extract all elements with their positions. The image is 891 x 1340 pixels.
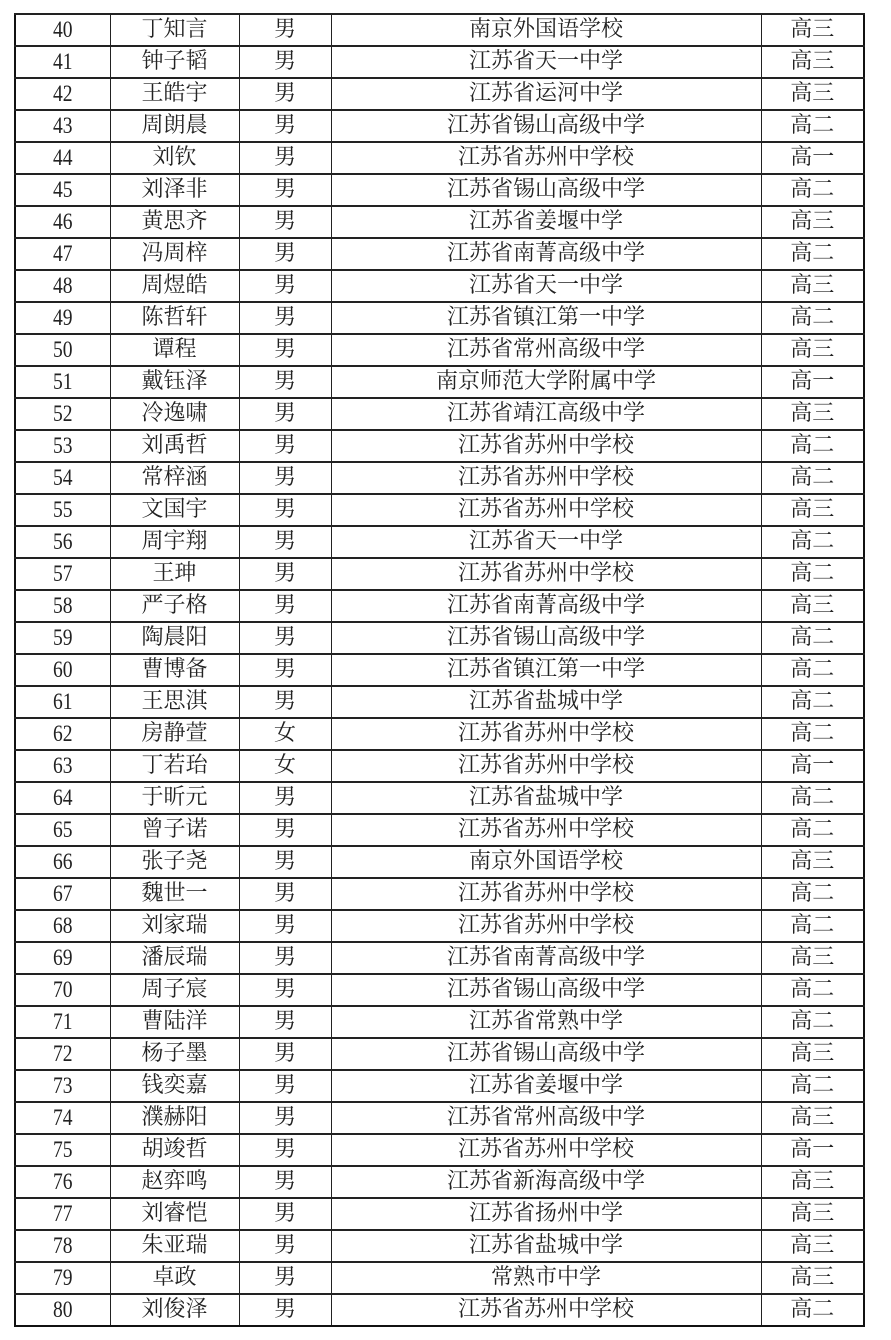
student-name-cell: 刘睿恺 bbox=[110, 1198, 239, 1230]
school-cell: 江苏省锡山高级中学 bbox=[331, 110, 761, 142]
school-cell: 江苏省南菁高级中学 bbox=[331, 238, 761, 270]
school-cell: 南京师范大学附属中学 bbox=[331, 366, 761, 398]
student-name-cell: 刘禹哲 bbox=[110, 430, 239, 462]
row-number-cell: 41 bbox=[22, 46, 103, 78]
grade-cell: 高三 bbox=[761, 846, 864, 878]
gender-cell: 男 bbox=[239, 430, 331, 462]
table-row bbox=[15, 942, 864, 974]
table-row bbox=[15, 1230, 864, 1262]
school-cell: 江苏省盐城中学 bbox=[331, 1230, 761, 1262]
student-name-cell: 刘家瑞 bbox=[110, 910, 239, 942]
student-name-cell: 朱亚瑞 bbox=[110, 1230, 239, 1262]
table-row bbox=[15, 1038, 864, 1070]
gender-cell: 男 bbox=[239, 654, 331, 686]
row-number-cell: 44 bbox=[22, 142, 103, 174]
student-name-cell: 文国宇 bbox=[110, 494, 239, 526]
table-row bbox=[15, 334, 864, 366]
student-name-cell: 杨子墨 bbox=[110, 1038, 239, 1070]
school-cell: 江苏省锡山高级中学 bbox=[331, 974, 761, 1006]
gender-cell: 男 bbox=[239, 1134, 331, 1166]
student-name-cell: 钟子韬 bbox=[110, 46, 239, 78]
student-name-cell: 谭程 bbox=[110, 334, 239, 366]
grade-cell: 高三 bbox=[761, 494, 864, 526]
gender-cell: 男 bbox=[239, 1166, 331, 1198]
grade-cell: 高三 bbox=[761, 334, 864, 366]
grade-cell: 高二 bbox=[761, 974, 864, 1006]
grade-cell: 高三 bbox=[761, 14, 864, 46]
grade-cell: 高三 bbox=[761, 1262, 864, 1294]
student-name-cell: 冯周梓 bbox=[110, 238, 239, 270]
gender-cell: 男 bbox=[239, 1006, 331, 1038]
gender-cell: 男 bbox=[239, 302, 331, 334]
table-row bbox=[15, 366, 864, 398]
gender-cell: 男 bbox=[239, 974, 331, 1006]
grade-cell: 高二 bbox=[761, 1294, 864, 1326]
table-row bbox=[15, 750, 864, 782]
student-name-cell: 刘泽非 bbox=[110, 174, 239, 206]
row-number-cell: 74 bbox=[22, 1102, 103, 1134]
gender-cell: 男 bbox=[239, 814, 331, 846]
school-cell: 江苏省盐城中学 bbox=[331, 782, 761, 814]
student-name-cell: 刘钦 bbox=[110, 142, 239, 174]
gender-cell: 女 bbox=[239, 750, 331, 782]
row-number-cell: 71 bbox=[22, 1006, 103, 1038]
table-row bbox=[15, 1134, 864, 1166]
grade-cell: 高三 bbox=[761, 1038, 864, 1070]
grade-cell: 高二 bbox=[761, 686, 864, 718]
school-cell: 江苏省苏州中学校 bbox=[331, 142, 761, 174]
gender-cell: 男 bbox=[239, 110, 331, 142]
table-row bbox=[15, 1294, 864, 1326]
grade-cell: 高三 bbox=[761, 46, 864, 78]
table-row bbox=[15, 1006, 864, 1038]
student-name-cell: 卓政 bbox=[110, 1262, 239, 1294]
grade-cell: 高二 bbox=[761, 622, 864, 654]
school-cell: 江苏省常州高级中学 bbox=[331, 1102, 761, 1134]
gender-cell: 男 bbox=[239, 782, 331, 814]
table-row bbox=[15, 398, 864, 430]
table-row bbox=[15, 846, 864, 878]
row-number-cell: 59 bbox=[22, 622, 103, 654]
gender-cell: 男 bbox=[239, 270, 331, 302]
student-name-cell: 张子尧 bbox=[110, 846, 239, 878]
table-row bbox=[15, 494, 864, 526]
school-cell: 江苏省苏州中学校 bbox=[331, 814, 761, 846]
table-row bbox=[15, 1102, 864, 1134]
row-number-cell: 50 bbox=[22, 334, 103, 366]
school-cell: 江苏省新海高级中学 bbox=[331, 1166, 761, 1198]
row-number-cell: 73 bbox=[22, 1070, 103, 1102]
student-name-cell: 陶晨阳 bbox=[110, 622, 239, 654]
grade-cell: 高二 bbox=[761, 1006, 864, 1038]
grade-cell: 高二 bbox=[761, 782, 864, 814]
row-number-cell: 43 bbox=[22, 110, 103, 142]
grade-cell: 高三 bbox=[761, 398, 864, 430]
student-name-cell: 戴钰泽 bbox=[110, 366, 239, 398]
student-name-cell: 魏世一 bbox=[110, 878, 239, 910]
table-row bbox=[15, 878, 864, 910]
school-cell: 江苏省南菁高级中学 bbox=[331, 942, 761, 974]
student-name-cell: 黄思齐 bbox=[110, 206, 239, 238]
school-cell: 江苏省镇江第一中学 bbox=[331, 302, 761, 334]
gender-cell: 男 bbox=[239, 1230, 331, 1262]
student-name-cell: 胡竣哲 bbox=[110, 1134, 239, 1166]
grade-cell: 高二 bbox=[761, 462, 864, 494]
school-cell: 南京外国语学校 bbox=[331, 846, 761, 878]
table-row bbox=[15, 558, 864, 590]
grade-cell: 高一 bbox=[761, 1134, 864, 1166]
gender-cell: 男 bbox=[239, 14, 331, 46]
school-cell: 江苏省苏州中学校 bbox=[331, 878, 761, 910]
table-row bbox=[15, 270, 864, 302]
row-number-cell: 69 bbox=[22, 942, 103, 974]
grade-cell: 高一 bbox=[761, 750, 864, 782]
school-cell: 江苏省靖江高级中学 bbox=[331, 398, 761, 430]
school-cell: 南京外国语学校 bbox=[331, 14, 761, 46]
grade-cell: 高二 bbox=[761, 654, 864, 686]
table-row bbox=[15, 1262, 864, 1294]
student-name-cell: 曹博备 bbox=[110, 654, 239, 686]
table-row bbox=[15, 174, 864, 206]
table-row bbox=[15, 110, 864, 142]
gender-cell: 男 bbox=[239, 398, 331, 430]
grade-cell: 高三 bbox=[761, 270, 864, 302]
student-name-cell: 曾子诺 bbox=[110, 814, 239, 846]
row-number-cell: 60 bbox=[22, 654, 103, 686]
gender-cell: 男 bbox=[239, 1070, 331, 1102]
grade-cell: 高二 bbox=[761, 910, 864, 942]
row-number-cell: 77 bbox=[22, 1198, 103, 1230]
row-number-cell: 80 bbox=[22, 1294, 103, 1326]
row-number-cell: 57 bbox=[22, 558, 103, 590]
table-row bbox=[15, 142, 864, 174]
student-name-cell: 王思淇 bbox=[110, 686, 239, 718]
school-cell: 江苏省苏州中学校 bbox=[331, 718, 761, 750]
school-cell: 江苏省常州高级中学 bbox=[331, 334, 761, 366]
school-cell: 江苏省天一中学 bbox=[331, 46, 761, 78]
gender-cell: 男 bbox=[239, 1198, 331, 1230]
table-row bbox=[15, 654, 864, 686]
student-name-cell: 濮赫阳 bbox=[110, 1102, 239, 1134]
table-row bbox=[15, 46, 864, 78]
grade-cell: 高二 bbox=[761, 558, 864, 590]
student-name-cell: 周子宸 bbox=[110, 974, 239, 1006]
school-cell: 江苏省姜堰中学 bbox=[331, 206, 761, 238]
grade-cell: 高一 bbox=[761, 142, 864, 174]
gender-cell: 男 bbox=[239, 174, 331, 206]
row-number-cell: 51 bbox=[22, 366, 103, 398]
grade-cell: 高二 bbox=[761, 878, 864, 910]
school-cell: 江苏省苏州中学校 bbox=[331, 1134, 761, 1166]
student-name-cell: 冷逸啸 bbox=[110, 398, 239, 430]
row-number-cell: 76 bbox=[22, 1166, 103, 1198]
gender-cell: 男 bbox=[239, 622, 331, 654]
table-row bbox=[15, 1166, 864, 1198]
student-name-cell: 周煜皓 bbox=[110, 270, 239, 302]
school-cell: 江苏省锡山高级中学 bbox=[331, 622, 761, 654]
row-number-cell: 45 bbox=[22, 174, 103, 206]
row-number-cell: 40 bbox=[22, 14, 103, 46]
student-name-cell: 严子格 bbox=[110, 590, 239, 622]
school-cell: 江苏省苏州中学校 bbox=[331, 462, 761, 494]
grade-cell: 高二 bbox=[761, 1070, 864, 1102]
gender-cell: 男 bbox=[239, 526, 331, 558]
table-row bbox=[15, 302, 864, 334]
gender-cell: 男 bbox=[239, 558, 331, 590]
table-row bbox=[15, 206, 864, 238]
school-cell: 常熟市中学 bbox=[331, 1262, 761, 1294]
row-number-cell: 65 bbox=[22, 814, 103, 846]
school-cell: 江苏省天一中学 bbox=[331, 270, 761, 302]
school-cell: 江苏省常熟中学 bbox=[331, 1006, 761, 1038]
grade-cell: 高二 bbox=[761, 238, 864, 270]
student-roster-table bbox=[14, 13, 865, 1327]
table-row bbox=[15, 1070, 864, 1102]
roster-body bbox=[15, 14, 864, 1326]
student-name-cell: 赵弈鸣 bbox=[110, 1166, 239, 1198]
gender-cell: 男 bbox=[239, 462, 331, 494]
row-number-cell: 58 bbox=[22, 590, 103, 622]
grade-cell: 高三 bbox=[761, 1230, 864, 1262]
row-number-cell: 56 bbox=[22, 526, 103, 558]
gender-cell: 男 bbox=[239, 366, 331, 398]
student-name-cell: 于昕元 bbox=[110, 782, 239, 814]
gender-cell: 男 bbox=[239, 1294, 331, 1326]
grade-cell: 高二 bbox=[761, 526, 864, 558]
row-number-cell: 49 bbox=[22, 302, 103, 334]
grade-cell: 高二 bbox=[761, 718, 864, 750]
row-number-cell: 46 bbox=[22, 206, 103, 238]
table-row bbox=[15, 1198, 864, 1230]
table-row bbox=[15, 718, 864, 750]
school-cell: 江苏省扬州中学 bbox=[331, 1198, 761, 1230]
table-row bbox=[15, 526, 864, 558]
gender-cell: 男 bbox=[239, 494, 331, 526]
student-name-cell: 潘辰瑞 bbox=[110, 942, 239, 974]
school-cell: 江苏省锡山高级中学 bbox=[331, 1038, 761, 1070]
student-name-cell: 王皓宇 bbox=[110, 78, 239, 110]
student-name-cell: 钱奕嘉 bbox=[110, 1070, 239, 1102]
school-cell: 江苏省苏州中学校 bbox=[331, 558, 761, 590]
row-number-cell: 61 bbox=[22, 686, 103, 718]
gender-cell: 男 bbox=[239, 878, 331, 910]
grade-cell: 高一 bbox=[761, 366, 864, 398]
school-cell: 江苏省镇江第一中学 bbox=[331, 654, 761, 686]
row-number-cell: 66 bbox=[22, 846, 103, 878]
row-number-cell: 62 bbox=[22, 718, 103, 750]
student-name-cell: 房静萱 bbox=[110, 718, 239, 750]
student-name-cell: 丁知言 bbox=[110, 14, 239, 46]
student-name-cell: 刘俊泽 bbox=[110, 1294, 239, 1326]
gender-cell: 男 bbox=[239, 590, 331, 622]
gender-cell: 女 bbox=[239, 718, 331, 750]
table-row bbox=[15, 814, 864, 846]
row-number-cell: 48 bbox=[22, 270, 103, 302]
gender-cell: 男 bbox=[239, 1038, 331, 1070]
gender-cell: 男 bbox=[239, 206, 331, 238]
student-name-cell: 陈哲轩 bbox=[110, 302, 239, 334]
school-cell: 江苏省姜堰中学 bbox=[331, 1070, 761, 1102]
school-cell: 江苏省苏州中学校 bbox=[331, 910, 761, 942]
row-number-cell: 70 bbox=[22, 974, 103, 1006]
table-row bbox=[15, 14, 864, 46]
grade-cell: 高三 bbox=[761, 1166, 864, 1198]
row-number-cell: 47 bbox=[22, 238, 103, 270]
table-row bbox=[15, 430, 864, 462]
grade-cell: 高三 bbox=[761, 206, 864, 238]
row-number-cell: 72 bbox=[22, 1038, 103, 1070]
school-cell: 江苏省苏州中学校 bbox=[331, 1294, 761, 1326]
table-row bbox=[15, 238, 864, 270]
grade-cell: 高三 bbox=[761, 590, 864, 622]
row-number-cell: 55 bbox=[22, 494, 103, 526]
school-cell: 江苏省天一中学 bbox=[331, 526, 761, 558]
row-number-cell: 63 bbox=[22, 750, 103, 782]
school-cell: 江苏省苏州中学校 bbox=[331, 494, 761, 526]
table-row bbox=[15, 590, 864, 622]
school-cell: 江苏省运河中学 bbox=[331, 78, 761, 110]
grade-cell: 高三 bbox=[761, 78, 864, 110]
table-row bbox=[15, 622, 864, 654]
table-row bbox=[15, 910, 864, 942]
gender-cell: 男 bbox=[239, 942, 331, 974]
table-row bbox=[15, 462, 864, 494]
student-name-cell: 丁若珆 bbox=[110, 750, 239, 782]
grade-cell: 高三 bbox=[761, 1198, 864, 1230]
row-number-cell: 54 bbox=[22, 462, 103, 494]
table-row bbox=[15, 782, 864, 814]
school-cell: 江苏省苏州中学校 bbox=[331, 750, 761, 782]
row-number-cell: 53 bbox=[22, 430, 103, 462]
grade-cell: 高三 bbox=[761, 1102, 864, 1134]
gender-cell: 男 bbox=[239, 142, 331, 174]
school-cell: 江苏省锡山高级中学 bbox=[331, 174, 761, 206]
row-number-cell: 64 bbox=[22, 782, 103, 814]
grade-cell: 高二 bbox=[761, 174, 864, 206]
grade-cell: 高二 bbox=[761, 430, 864, 462]
row-number-cell: 79 bbox=[22, 1262, 103, 1294]
grade-cell: 高二 bbox=[761, 814, 864, 846]
gender-cell: 男 bbox=[239, 910, 331, 942]
student-name-cell: 周朗晨 bbox=[110, 110, 239, 142]
student-name-cell: 常梓涵 bbox=[110, 462, 239, 494]
student-name-cell: 周宇翔 bbox=[110, 526, 239, 558]
gender-cell: 男 bbox=[239, 238, 331, 270]
school-cell: 江苏省苏州中学校 bbox=[331, 430, 761, 462]
gender-cell: 男 bbox=[239, 686, 331, 718]
grade-cell: 高二 bbox=[761, 302, 864, 334]
gender-cell: 男 bbox=[239, 846, 331, 878]
gender-cell: 男 bbox=[239, 1102, 331, 1134]
row-number-cell: 52 bbox=[22, 398, 103, 430]
table-row bbox=[15, 78, 864, 110]
school-cell: 江苏省南菁高级中学 bbox=[331, 590, 761, 622]
row-number-cell: 75 bbox=[22, 1134, 103, 1166]
student-name-cell: 曹陆洋 bbox=[110, 1006, 239, 1038]
grade-cell: 高三 bbox=[761, 942, 864, 974]
gender-cell: 男 bbox=[239, 78, 331, 110]
row-number-cell: 68 bbox=[22, 910, 103, 942]
row-number-cell: 78 bbox=[22, 1230, 103, 1262]
grade-cell: 高二 bbox=[761, 110, 864, 142]
school-cell: 江苏省盐城中学 bbox=[331, 686, 761, 718]
table-row bbox=[15, 974, 864, 1006]
student-name-cell: 王珅 bbox=[110, 558, 239, 590]
gender-cell: 男 bbox=[239, 46, 331, 78]
gender-cell: 男 bbox=[239, 334, 331, 366]
row-number-cell: 42 bbox=[22, 78, 103, 110]
gender-cell: 男 bbox=[239, 1262, 331, 1294]
row-number-cell: 67 bbox=[22, 878, 103, 910]
table-row bbox=[15, 686, 864, 718]
